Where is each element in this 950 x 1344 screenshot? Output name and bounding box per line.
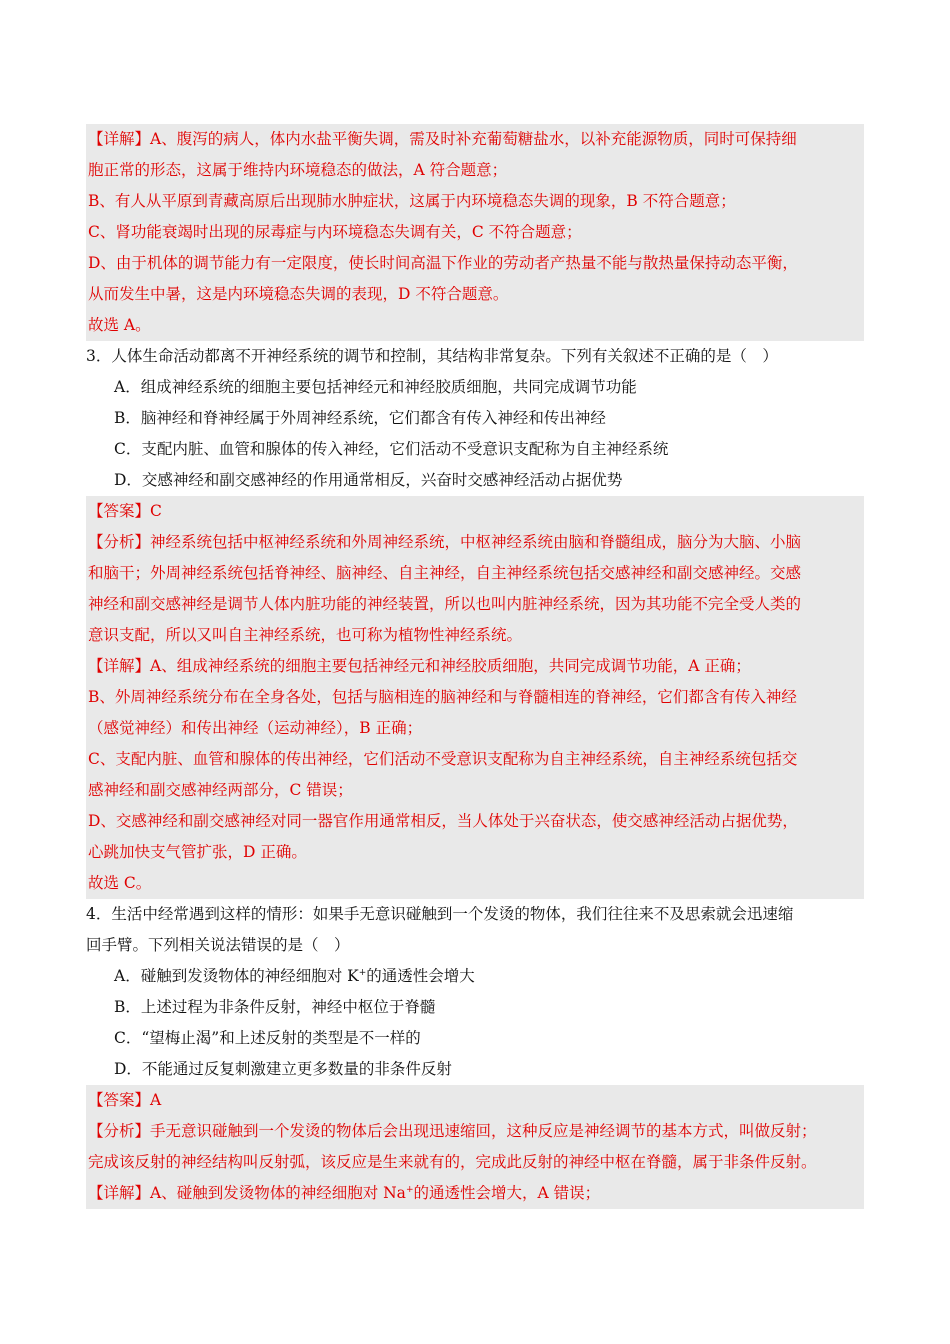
question-3 <box>86 341 864 496</box>
option-c: C．支配内脏、血管和腺体的传入神经，它们活动不受意识支配称为自主神经系统 <box>114 440 669 458</box>
explanation-line: 故选 A。 <box>88 316 151 334</box>
explanation-line: 神经和副交感神经是调节人体内脏功能的神经装置，所以也叫内脏神经系统，因为其功能不完全受人类的 <box>88 595 802 613</box>
question-4 <box>86 899 864 1085</box>
answer-line: 【答案】C <box>88 502 162 520</box>
explanation-line: 胞正常的形态，这属于维持内环境稳态的做法，A 符合题意； <box>88 161 508 179</box>
explanation-line: B、外周神经系统分布在全身各处，包括与脑相连的脑神经和与脊髓相连的脊神经，它们都含有传入神经 <box>88 688 797 706</box>
page-content <box>86 124 864 1209</box>
answer-line: 【答案】A <box>88 1091 162 1109</box>
explanation-line: 意识支配，所以又叫自主神经系统，也可称为植物性神经系统。 <box>88 626 523 644</box>
question-stem: 回手臂。下列相关说法错误的是（ ） <box>86 936 350 954</box>
explanation-line: 心跳加快支气管扩张，D 正确。 <box>88 843 307 861</box>
explanation-line: 从而发生中暑，这是内环境稳态失调的表现，D 不符合题意。 <box>88 285 509 303</box>
question-stem: 4．生活中经常遇到这样的情形：如果手无意识碰触到一个发烫的物体，我们往往来不及思索就会迅速缩 <box>86 905 794 923</box>
detail-text: 【详解】A、碰触到发烫物体的神经细胞对 Na <box>88 1184 406 1202</box>
option-d: D．不能通过反复刺激建立更多数量的非条件反射 <box>114 1060 452 1078</box>
explanation-line: 【详解】A、腹泻的病人，体内水盐平衡失调，需及时补充葡萄糖盐水，以补充能源物质，同时可保持细 <box>88 130 797 148</box>
explanation-line: 【分析】神经系统包括中枢神经系统和外周神经系统，中枢神经系统由脑和脊髓组成，脑分为大脑、小脑 <box>88 533 802 551</box>
explanation-line: 感神经和副交感神经两部分，C 错误； <box>88 781 353 799</box>
explanation-block-q3 <box>86 496 864 899</box>
explanation-line: 【分析】手无意识碰触到一个发烫的物体后会出现迅速缩回，这种反应是神经调节的基本方式，叫做反射； <box>88 1122 817 1140</box>
explanation-line: 【详解】A、组成神经系统的细胞主要包括神经元和神经胶质细胞，共同完成调节功能，A 正确； <box>88 657 751 675</box>
option-a-text-end: 的通透性会增大 <box>366 967 475 985</box>
option-b: B．脑神经和脊神经属于外周神经系统，它们都含有传入神经和传出神经 <box>114 409 606 427</box>
explanation-line <box>88 1178 862 1209</box>
explanation-line: C、支配内脏、血管和腺体的传出神经，它们活动不受意识支配称为自主神经系统，自主神经系统包括交 <box>88 750 798 768</box>
explanation-line: 和脑干；外周神经系统包括脊神经、脑神经、自主神经，自主神经系统包括交感神经和副交感神经。交感 <box>88 564 802 582</box>
ion-charge: + <box>405 1184 414 1195</box>
explanation-line: C、肾功能衰竭时出现的尿毒症与内环境稳态失调有关，C 不符合题意； <box>88 223 582 241</box>
option-a: A．组成神经系统的细胞主要包括神经元和神经胶质细胞，共同完成调节功能 <box>114 378 637 396</box>
explanation-line: D、由于机体的调节能力有一定限度，使长时间高温下作业的劳动者产热量不能与散热量保持动态平衡， <box>88 254 798 272</box>
option-d: D．交感神经和副交感神经的作用通常相反，兴奋时交感神经活动占据优势 <box>114 471 623 489</box>
explanation-line: 完成该反射的神经结构叫反射弧，该反应是生来就有的，完成此反射的神经中枢在脊髓，属于非条件反射。 <box>88 1153 817 1171</box>
detail-text-end: 的通透性会增大，A 错误； <box>413 1184 601 1202</box>
explanation-line: B、有人从平原到青藏高原后出现肺水肿症状，这属于内环境稳态失调的现象，B 不符合题意； <box>88 192 736 210</box>
explanation-block-q2 <box>86 124 864 341</box>
option-a-text: A．碰触到发烫物体的神经细胞对 K <box>114 967 359 985</box>
explanation-line: 故选 C。 <box>88 874 152 892</box>
option-c: C．“望梅止渴”和上述反射的类型是不一样的 <box>114 1029 421 1047</box>
explanation-line: （感觉神经）和传出神经（运动神经），B 正确； <box>88 719 423 737</box>
question-stem: 3．人体生命活动都离不开神经系统的调节和控制，其结构非常复杂。下列有关叙述不正确的是（ ） <box>86 347 778 365</box>
explanation-line: D、交感神经和副交感神经对同一器官作用通常相反，当人体处于兴奋状态，使交感神经活动占据优势， <box>88 812 798 830</box>
ion-charge: + <box>358 967 367 978</box>
option-b: B．上述过程为非条件反射，神经中枢位于脊髓 <box>114 998 436 1016</box>
option-a <box>86 961 864 992</box>
explanation-block-q4 <box>86 1085 864 1209</box>
